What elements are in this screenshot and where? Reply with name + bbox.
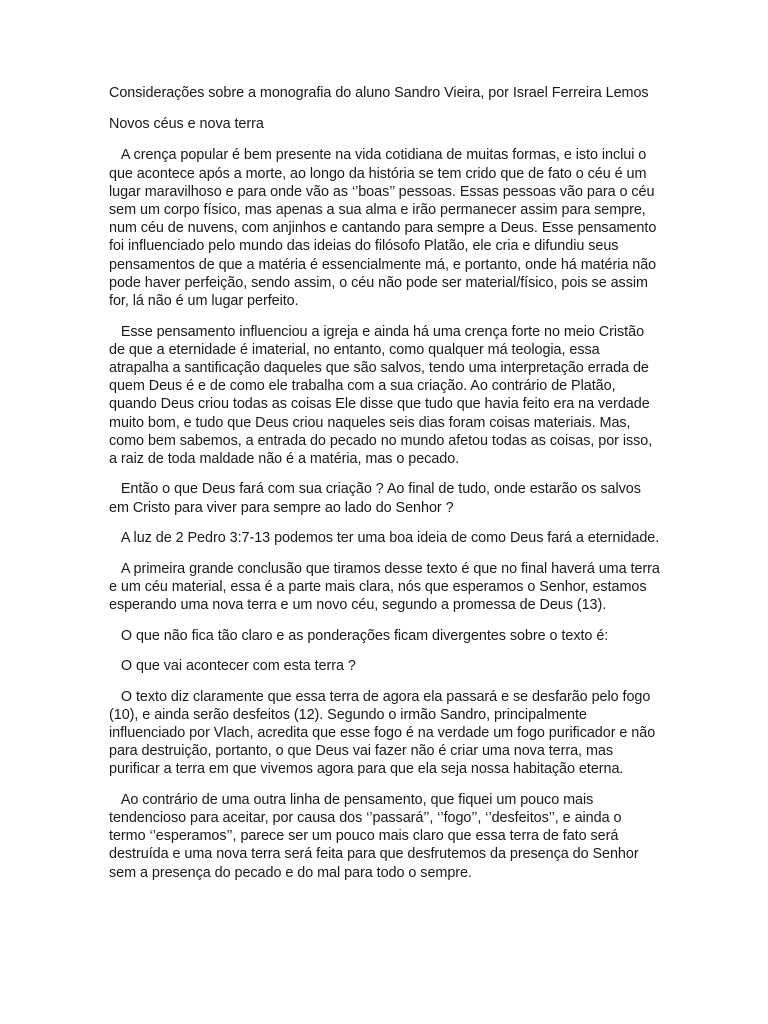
- paragraph-1: A crença popular é bem presente na vida cotidiana de muitas formas, e isto inclui o que acontece após a morte, ao longo da história se tem crido que de fato o céu é um lugar maravilhoso e para onde vão as ‘’boas’’ pessoas. Essas pessoas vão para o céu sem um corpo físico, mas apenas a sua alma e irão permanecer assim para sempre, num céu de nuvens, com anjinhos e cantando para sempre a Deus. Esse pensamento foi influenciado pelo mundo das ideias do filósofo Platão, ele cria e difundiu seus pensamentos de que a matéria é essencialmente má, e portanto, onde há matéria não pode haver perfeição, sendo assim, o céu não pode ser material/físico, pois se assim for, lá não é um lugar perfeito.: [109, 147, 657, 310]
- paragraph-2: Esse pensamento influenciou a igreja e ainda há uma crença forte no meio Cristão de que a eternidade é imaterial, no entanto, como qualquer má teologia, essa atrapalha a santificação daqueles que são salvos, tendo uma interpretação errada de quem Deus é e de como ele trabalha com a sua criação. Ao contrário de Platão, quando Deus criou todas as coisas Ele disse que tudo que havia feito era na verdade muito bom, e tudo que Deus criou naqueles seis dias foram coisas materiais. Mas, como bem sabemos, a entrada do pecado no mundo afetou todas as coisas, por isso, a raiz de toda maldade não é a matéria, mas o pecado.: [109, 323, 653, 467]
- paragraph-7: O que vai acontecer com esta terra ?: [109, 658, 356, 675]
- paragraph-5: A primeira grande conclusão que tiramos desse texto é que no final haverá uma terra e um céu material, essa é a parte mais clara, nós que esperamos o Senhor, estamos esperando uma nova terra e um novo céu, segundo a promessa de Deus (13).: [109, 560, 660, 614]
- paragraph-6: O que não fica tão claro e as ponderações ficam divergentes sobre o texto é:: [109, 627, 609, 644]
- document-header: Considerações sobre a monografia do aluno Sandro Vieira, por Israel Ferreira Lemos: [109, 85, 649, 101]
- paragraph-3: Então o que Deus fará com sua criação ? Ao final de tudo, onde estarão os salvos em Cristo para viver para sempre ao lado do Senhor ?: [109, 481, 641, 516]
- paragraph-8: O texto diz claramente que essa terra de agora ela passará e se desfarão pelo fogo (10), e ainda serão desfeitos (12). Segundo o irmão Sandro, principalmente influenciado por Vlach, acredita que esse fogo é na verdade um fogo purificador e não para destruição, portanto, o que Deus vai fazer não é criar uma nova terra, mas purificar a terra em que vivemos agora para que ela seja nossa habitação eterna.: [109, 688, 656, 778]
- document-body: [109, 84, 669, 894]
- paragraph-4: A luz de 2 Pedro 3:7-13 podemos ter uma boa ideia de como Deus fará a eternidade.: [109, 530, 660, 547]
- document-subtitle: Novos céus e nova terra: [109, 116, 264, 133]
- paragraph-9: Ao contrário de uma outra linha de pensamento, que fiquei um pouco mais tendencioso para aceitar, por causa dos ‘’passará’’, ‘’fogo’’, ‘’desfeitos’’, e ainda o termo ‘’esperamos’’, parece ser um pouco mais claro que essa terra de fato será destruída e uma nova terra será feita para que desfrutemos da presença do Senhor sem a presença do pecado e do mal para todo o sempre.: [109, 791, 639, 881]
